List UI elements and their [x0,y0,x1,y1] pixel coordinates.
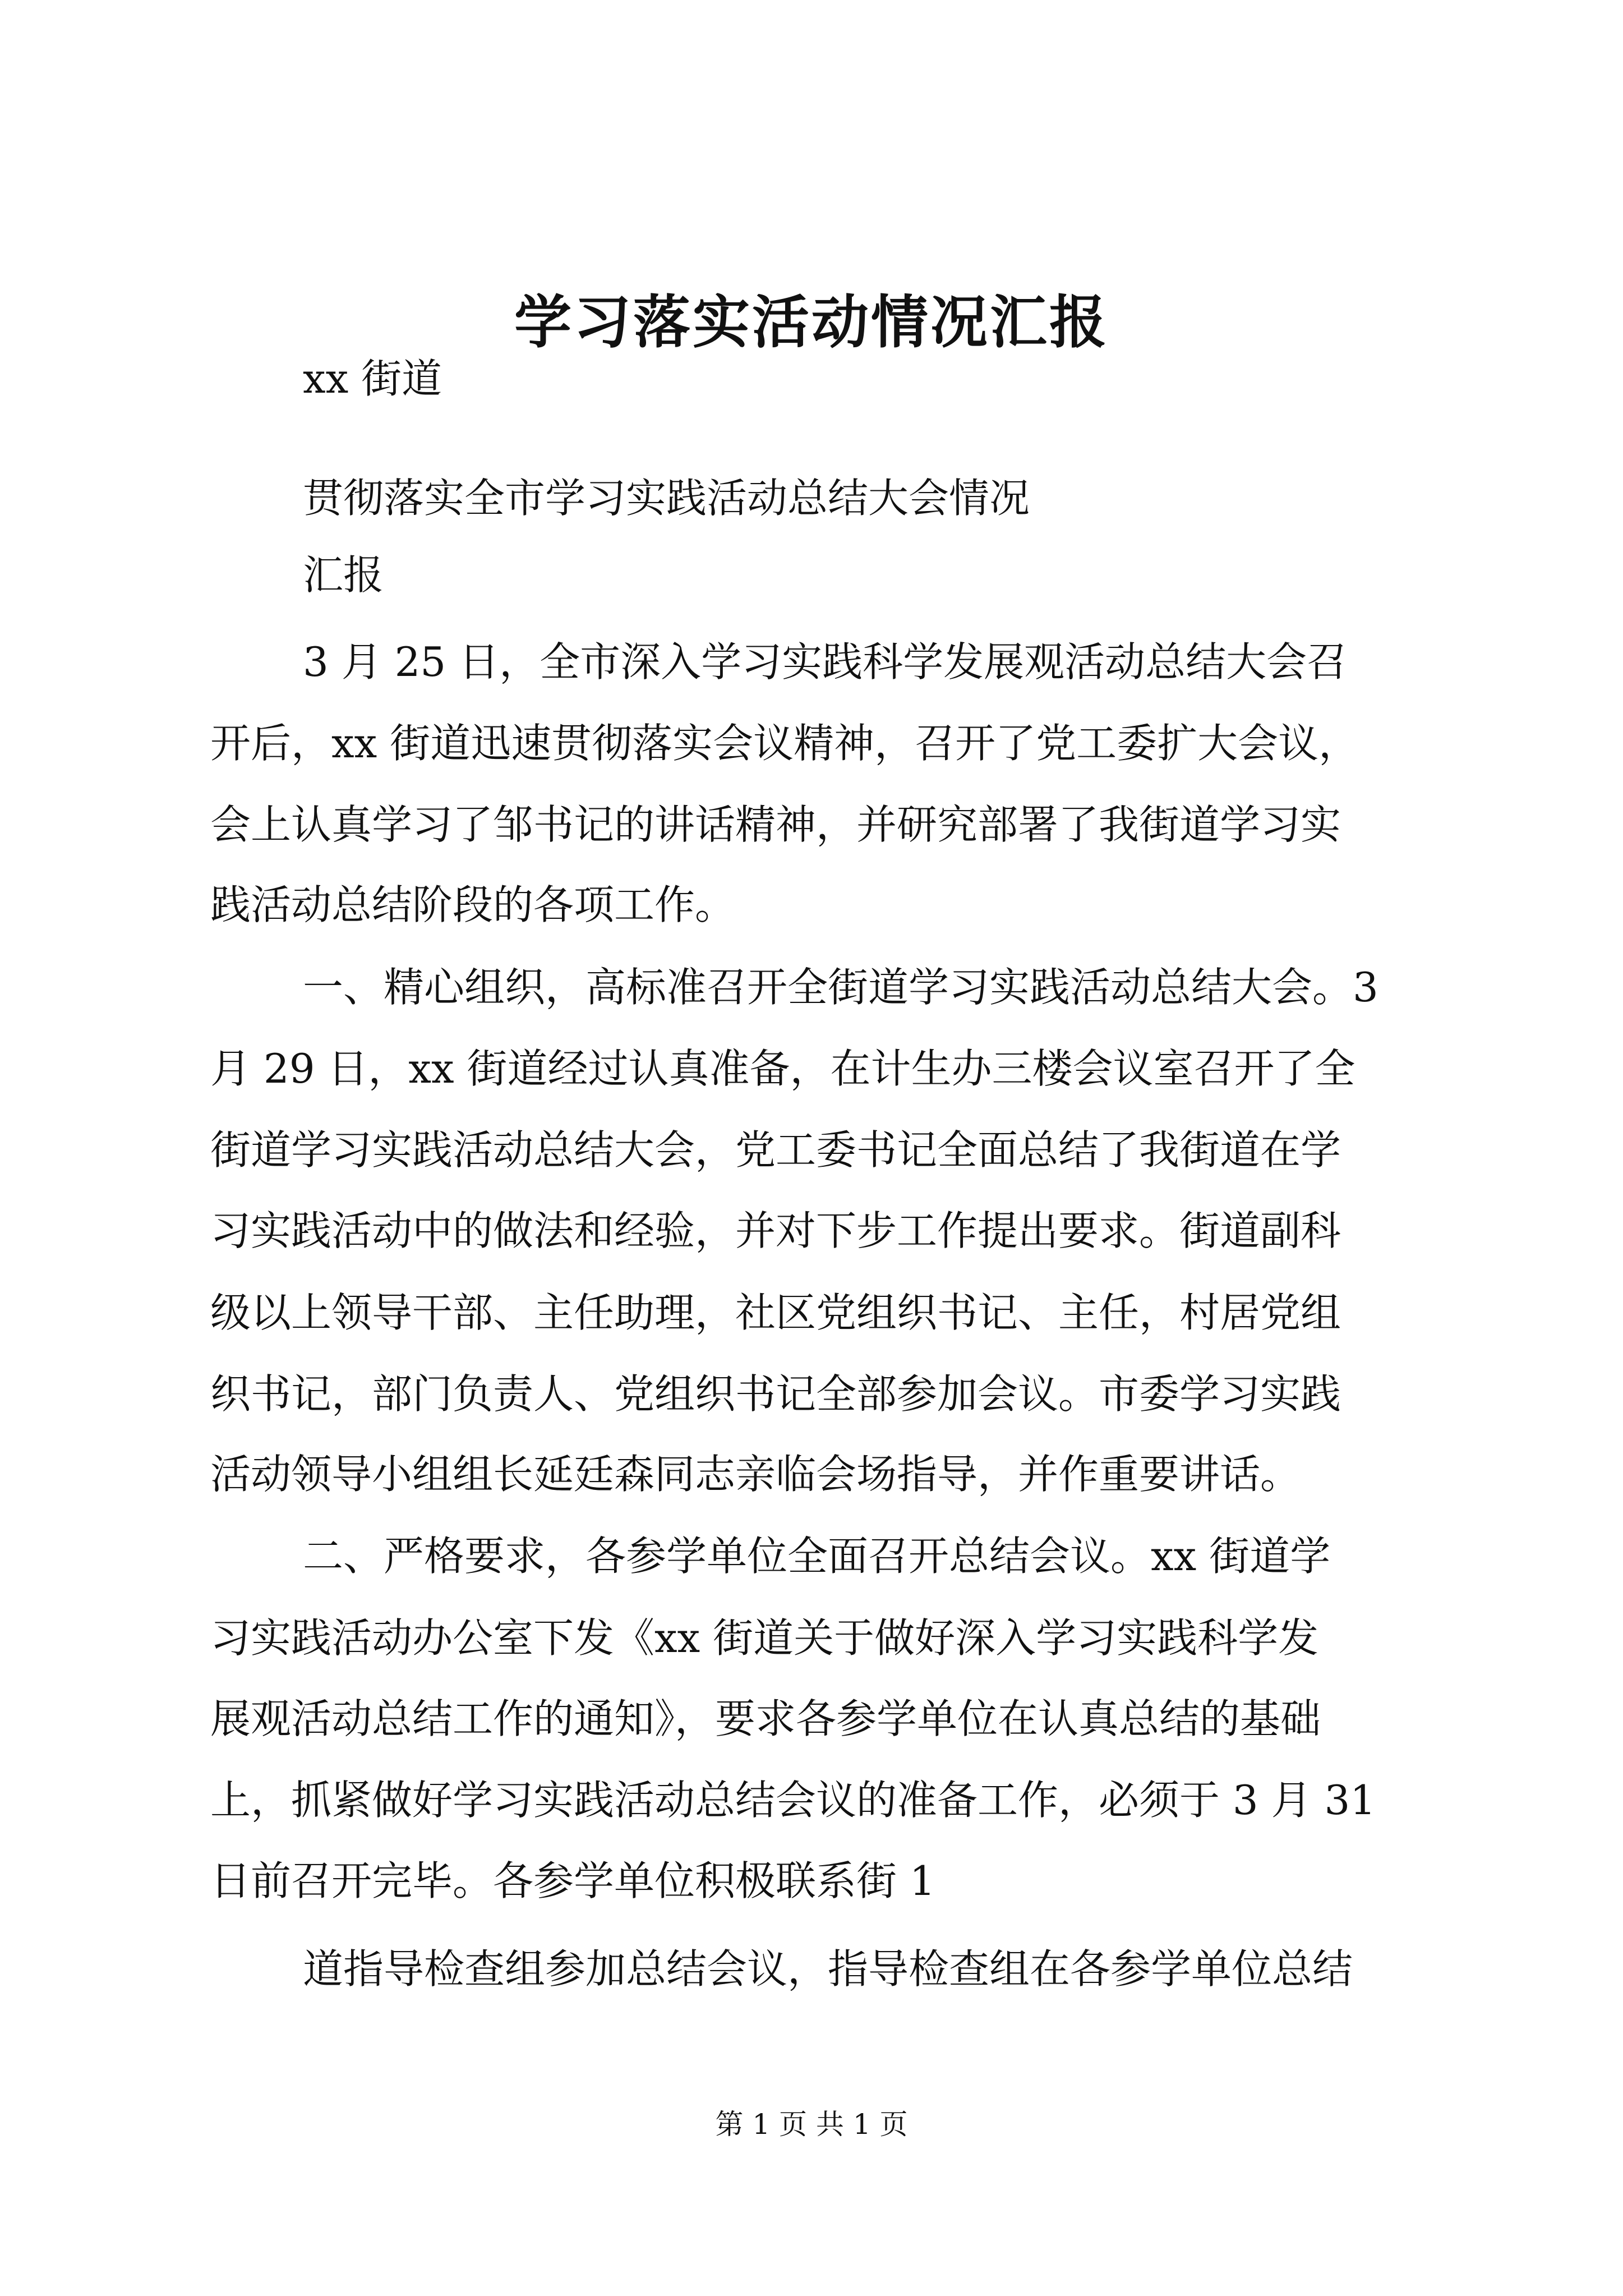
body-line: xx 街道 [303,355,442,402]
body-line: 活动领导小组组长延廷森同志亲临会场指导，并作重要讲话。 [210,1451,1301,1498]
body-line: 日前召开完毕。各参学单位积极联系街 1 [210,1857,935,1904]
body-line: 习实践活动办公室下发《xx 街道关于做好深入学习实践科学发 [210,1614,1319,1662]
body-line: 展观活动总结工作的通知》，要求各参学单位在认真总结的基础 [210,1695,1321,1742]
body-line: 月 29 日，xx 街道经过认真准备，在计生办三楼会议室召开了全 [210,1045,1355,1092]
body-line: 3 月 25 日，全市深入学习实践科学发展观活动总结大会召 [303,638,1348,685]
body-line: 贯彻落实全市学习实践活动总结大会情况 [303,475,1030,522]
body-line: 习实践活动中的做法和经验，并对下步工作提出要求。街道副科 [210,1207,1341,1254]
body-line: 道指导检查组参加总结会议，指导检查组在各参学单位总结 [303,1945,1353,1993]
body-line: 一、精心组织，高标准召开全街道学习实践活动总结大会。3 [303,964,1378,1011]
body-line: 二、严格要求，各参学单位全面召开总结会议。xx 街道学 [303,1533,1331,1580]
page-footer: 第 1 页 共 1 页 [715,2108,908,2141]
body-line: 践活动总结阶段的各项工作。 [210,881,736,928]
body-line: 上，抓紧做好学习实践活动总结会议的准备工作，必须于 3 月 31 [210,1777,1376,1824]
body-line: 开后，xx 街道迅速贯彻落实会议精神，召开了党工委扩大会议， [210,720,1359,767]
body-line: 会上认真学习了邹书记的讲话精神，并研究部署了我街道学习实 [210,801,1341,848]
body-line: 汇报 [303,551,384,599]
body-line: 街道学习实践活动总结大会，党工委书记全面总结了我街道在学 [210,1126,1341,1174]
body-line: 织书记，部门负责人、党组织书记全部参加会议。市委学习实践 [210,1370,1341,1418]
document-title: 学习落实活动情况汇报 [514,289,1109,356]
body-line: 级以上领导干部、主任助理，社区党组织书记、主任，村居党组 [210,1289,1341,1336]
